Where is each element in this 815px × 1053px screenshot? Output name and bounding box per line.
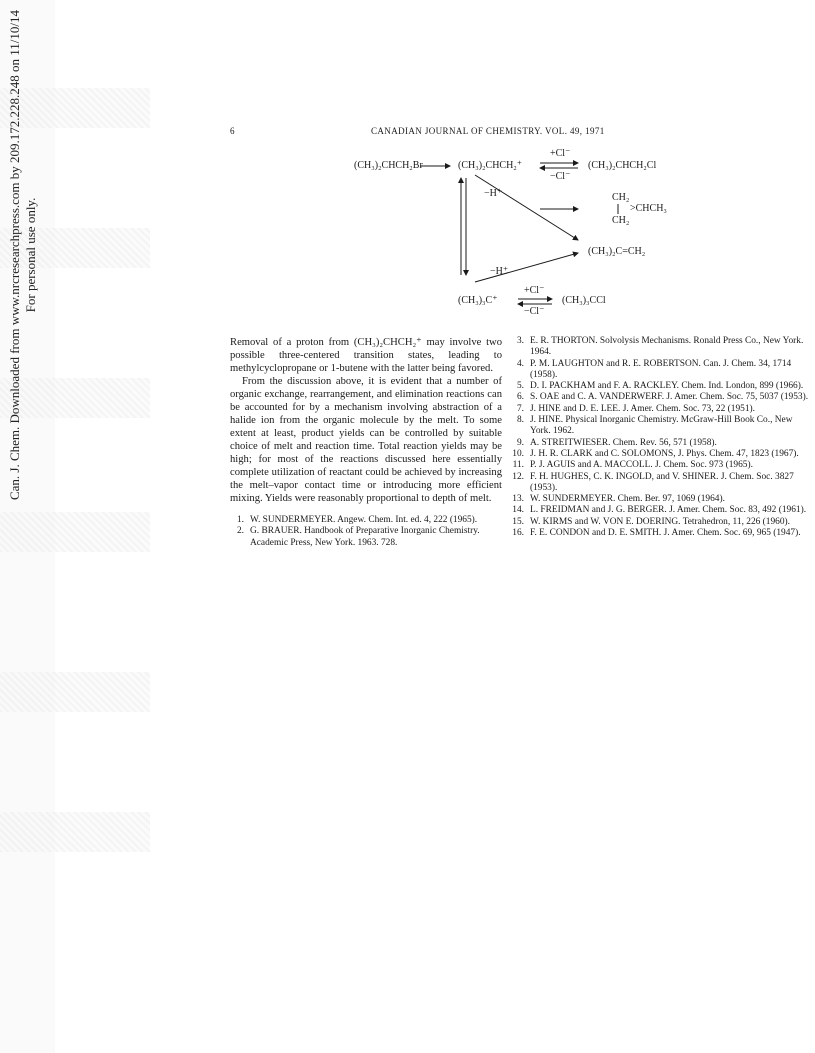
- reference-item: 14. L. FREIDMAN and J. G. BERGER. J. Amer. Chem. Soc. 83, 492 (1961).: [512, 505, 807, 516]
- product-tert-chloride: (CH₃)₃CCl: [562, 295, 606, 306]
- running-header: [230, 126, 660, 140]
- reference-item: 3. E. R. THORTON. Solvolysis Mechanisms. Ronald Press Co., New York. 1964.: [516, 336, 804, 358]
- label-minus-h-top: −H⁺: [484, 188, 503, 199]
- label-minus-cl-2: −Cl⁻: [524, 306, 545, 317]
- reference-item: 16. F. E. CONDON and D. E. SMITH. J. Amer. Chem. Soc. 69, 965 (1947).: [512, 528, 801, 539]
- journal-title: CANADIAN JOURNAL OF CHEMISTRY. VOL. 49, 1971: [371, 126, 605, 136]
- reference-item: 7. J. HINE and D. E. LEE. J. Amer. Chem. Soc. 73, 22 (1951).: [516, 403, 755, 414]
- primary-cation: (CH₃)₂CHCH₂⁺: [458, 160, 523, 171]
- reference-item: 1. W. SUNDERMEYER. Angew. Chem. Int. ed. 4, 222 (1965).: [236, 515, 478, 525]
- label-plus-cl: +Cl⁻: [550, 148, 571, 159]
- reactant-bromide: (CH₃)₂CHCH₂Br: [354, 160, 423, 171]
- references-left: [230, 515, 502, 549]
- label-plus-cl-2: +Cl⁻: [524, 285, 545, 296]
- references-right: [510, 336, 810, 539]
- body-paragraph-1: Removal of a proton from (CH₃)₂CHCH₂⁺ may involve two possible three-centered transition states, leading to methylcyclopropane or 1-butene with the latter being favored.: [230, 337, 502, 374]
- reference-item: 4. P. M. LAUGHTON and R. E. ROBERTSON. Can. J. Chem. 34, 1714 (1958).: [516, 358, 792, 380]
- label-minus-cl: −Cl⁻: [550, 171, 571, 182]
- download-watermark: [6, 0, 66, 783]
- reference-item: 6. S. OAE and C. A. VANDERWERF. J. Amer. Chem. Soc. 75, 5037 (1953).: [516, 392, 809, 403]
- watermark-line-2: For personal use only.: [23, 197, 38, 313]
- reference-item: 10. J. H. R. CLARK and C. SOLOMONS, J. Phys. Chem. 47, 1823 (1967).: [512, 448, 799, 459]
- reference-item: 2. G. BRAUER. Handbook of Preparative Inorganic Chemistry. Academic Press, New York. 1963. 728.: [236, 526, 480, 548]
- reference-item: 12. F. H. HUGHES, C. K. INGOLD, and V. SHINER. J. Chem. Soc. 3827 (1953).: [512, 471, 794, 493]
- reference-item: 8. J. HINE. Physical Inorganic Chemistry. McGraw-Hill Book Co., New York. 1962.: [516, 415, 793, 437]
- body-paragraph-2: From the discussion above, it is evident that a number of organic exchange, rearrangement, and elimination reactions can be accounted for by a mechanism involving abstraction of a halide ion from the organic molecule by the melt. To some extent at least, product yields can be controlled by suitable choice of melt and reaction time. Total reaction yields may be high; for most of the reactions discussed here essentially complete utilization of reactant could be achieved by increasing the melt–vapor contact time or introducing more efficient mixing. Yields were reasonably proportional to depth of melt.: [230, 376, 502, 504]
- reference-item: 9. A. STREITWIESER. Chem. Rev. 56, 571 (1958).: [516, 437, 717, 448]
- label-minus-h-bottom: −H⁺: [490, 266, 509, 277]
- ring-ch2-top: CH₂: [612, 192, 630, 203]
- scan-noise: [0, 812, 150, 852]
- reference-item: 13. W. SUNDERMEYER. Chem. Ber. 97, 1069 (1964).: [512, 494, 725, 505]
- ring-chch3: >CHCH₃: [630, 203, 667, 214]
- reaction-scheme: [340, 140, 700, 320]
- reference-item: 15. W. KIRMS and W. VON E. DOERING. Tetrahedron, 11, 226 (1960).: [512, 516, 790, 527]
- reference-item: 5. D. I. PACKHAM and F. A. RACKLEY. Chem. Ind. London, 899 (1966).: [516, 381, 804, 392]
- watermark-line-1: Can. J. Chem. Downloaded from www.nrcresearchpress.com by 209.172.228.248 on 11/10/14: [7, 9, 22, 501]
- left-column: [230, 336, 502, 549]
- product-chloride: (CH₃)₂CHCH₂Cl: [588, 160, 657, 171]
- product-alkene: (CH₃)₂C=CH₂: [588, 246, 646, 257]
- ring-ch2-bottom: CH₂: [612, 215, 630, 226]
- reference-item: 11. P. J. AGUIS and A. MACCOLL. J. Chem. Soc. 973 (1965).: [512, 460, 753, 471]
- tertiary-cation: (CH₃)₃C⁺: [458, 295, 498, 306]
- page-number: 6: [230, 126, 235, 136]
